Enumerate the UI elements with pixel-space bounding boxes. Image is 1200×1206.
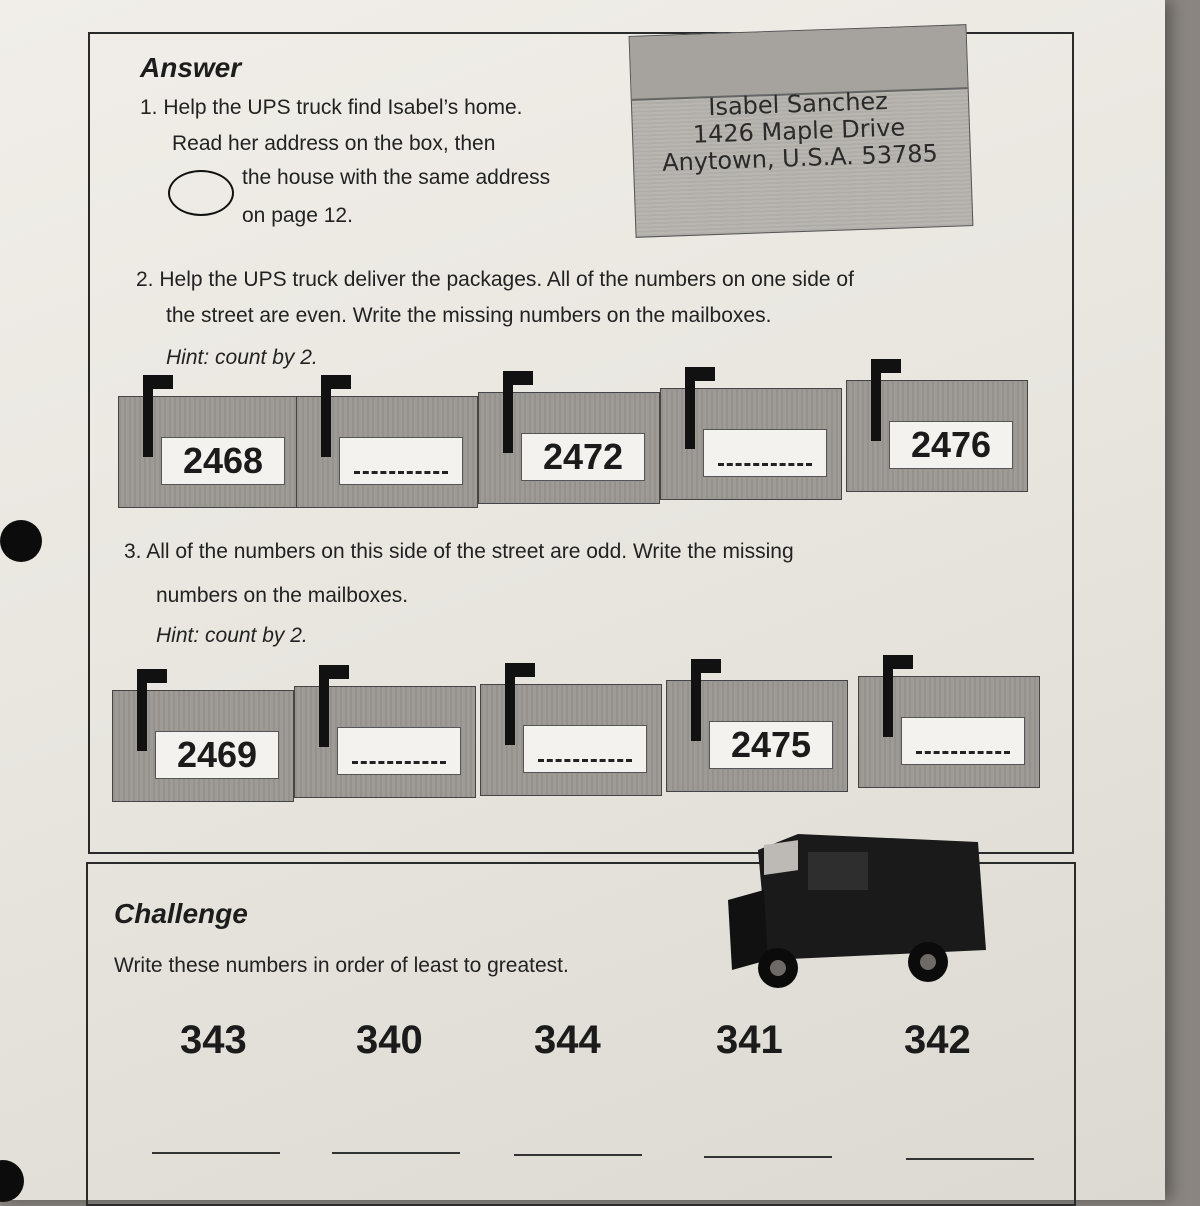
answer-heading: Answer [140,52,242,83]
challenge-number: 340 [356,1018,423,1062]
mailbox-answer-blank[interactable] [339,437,463,485]
answer-line[interactable] [332,1152,460,1154]
challenge-number: 344 [534,1018,601,1062]
mailbox [666,680,848,792]
mailbox [118,396,300,508]
challenge-number: 342 [904,1018,971,1062]
q3-line2: numbers on the mailboxes. [156,584,409,607]
box-address [648,86,951,177]
q1-line3: the house with the same address [242,166,551,189]
challenge-heading: Challenge [114,898,248,929]
binder-hole [0,520,42,562]
address-city: Anytown, U.S.A. 53785 [661,139,939,177]
q1-line2: Read her address on the box, then [172,132,496,155]
q2-line2: the street are even. Write the missing numbers on the mailboxes. [166,304,772,327]
answer-line[interactable] [704,1156,832,1158]
mailbox [478,392,660,504]
mailbox-number: 2475 [709,721,833,769]
mailbox-number: 2476 [889,421,1013,469]
mailbox-answer-blank[interactable] [703,429,827,477]
binder-hole [0,1160,24,1202]
mailbox [296,396,478,508]
mailbox [112,690,294,802]
challenge-number: 343 [180,1018,247,1062]
q2-hint: Hint: count by 2. [166,346,318,369]
mailbox-answer-blank[interactable] [337,727,461,775]
address-street: 1426 Maple Drive [692,113,906,149]
answer-line[interactable] [152,1152,280,1154]
mailbox [480,684,662,796]
circle-symbol-icon [168,170,234,216]
address-name: Isabel Sanchez [707,86,889,122]
mailbox-answer-blank[interactable] [901,717,1025,765]
mailbox-number: 2469 [155,731,279,779]
answer-line[interactable] [906,1158,1034,1160]
mailbox-number: 2468 [161,437,285,485]
ups-truck-icon [728,820,990,990]
mailbox [294,686,476,798]
challenge-instruction: Write these numbers in order of least to greatest. [114,954,569,977]
mailbox [846,380,1028,492]
challenge-number: 341 [716,1018,783,1062]
q2-line1: 2. Help the UPS truck deliver the packages. All of the numbers on one side of [136,268,854,291]
mailbox-number: 2472 [521,433,645,481]
answer-line[interactable] [514,1154,642,1156]
mailbox-answer-blank[interactable] [523,725,647,773]
q1-line1: 1. Help the UPS truck find Isabel’s home. [140,96,523,119]
q1-line4: on page 12. [242,204,353,227]
mailbox [858,676,1040,788]
mailbox [660,388,842,500]
package-box [629,24,974,238]
q3-hint: Hint: count by 2. [156,624,308,647]
q3-line1: 3. All of the numbers on this side of the street are odd. Write the missing [124,540,794,563]
